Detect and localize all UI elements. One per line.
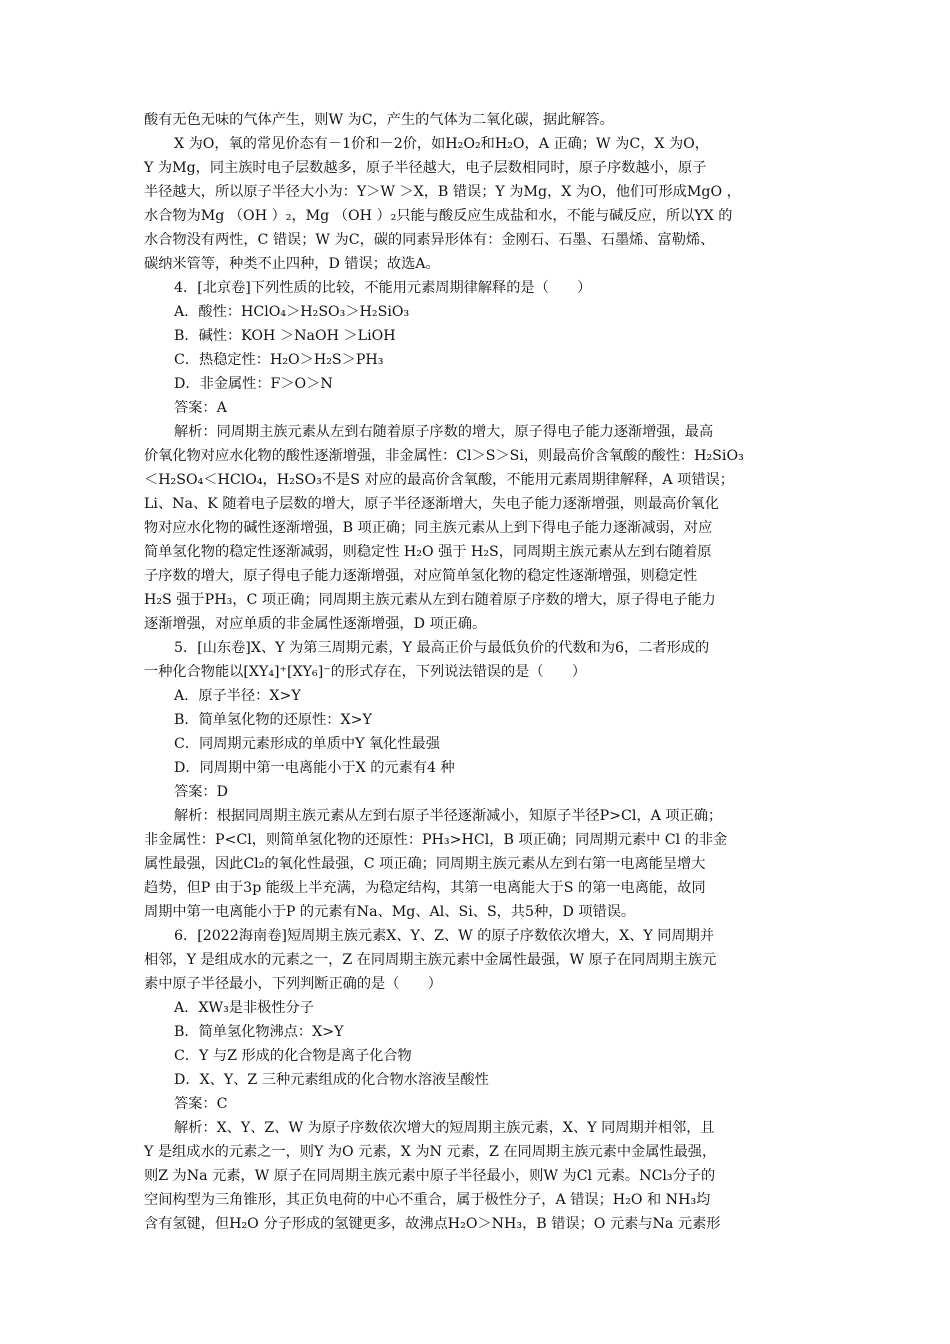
text-line: 非金属性：P<Cl，则简单氢化物的还原性：PH₃>HCl，B 项正确；同周期元素中 Cl 的非金 (144, 832, 728, 848)
text-line: 素中原子半径最小，下列判断正确的是（ ） (144, 976, 442, 992)
text-line: 4．[北京卷]下列性质的比较，不能用元素周期律解释的是（ ） (174, 280, 592, 296)
text-line: 简单氢化物的稳定性逐渐减弱，则稳定性 H₂O 强于 H₂S，同周期主族元素从左到右随着原 (144, 544, 712, 560)
text-line: Y 为Mg，同主族时电子层数越多，原子半径越大，电子层数相同时，原子序数越小，原子 (144, 160, 707, 176)
text-line: B．碱性：KOH ＞NaOH ＞LiOH (174, 328, 396, 344)
document-page (144, 108, 808, 1236)
text-line: 水合物没有两性，C 错误；W 为C，碳的同素异形体有：金刚石、石墨、石墨烯、富勒烯、 (144, 232, 715, 248)
text-line: D．非金属性：F＞O＞N (174, 376, 333, 392)
text-line: 逐渐增强，对应单质的非金属性逐渐增强，D 项正确。 (144, 616, 487, 632)
text-line: 含有氢键，但H₂O 分子形成的氢键更多，故沸点H₂O＞NH₃，B 错误；O 元素与Na 元素形 (144, 1216, 721, 1232)
text-line: 酸有无色无味的气体产生，则W 为C，产生的气体为二氧化碳，据此解答。 (144, 112, 614, 128)
text-line: A．XW₃是非极性分子 (174, 1000, 314, 1016)
text-line: 水合物为Mg （OH ）₂，Mg （OH ）₂只能与酸反应生成盐和水，不能与碱反应，所以YX 的 (144, 208, 733, 224)
text-line: 解析：同周期主族元素从左到右随着原子序数的增大，原子得电子能力逐渐增强，最高 (174, 424, 714, 440)
text-line: C．同周期元素形成的单质中Y 氧化性最强 (174, 736, 440, 752)
text-line: C．热稳定性：H₂O＞H₂S＞PH₃ (174, 352, 384, 368)
text-line: 解析：根据同周期主族元素从左到右原子半径逐渐减小，知原子半径P>Cl，A 项正确； (174, 808, 723, 824)
text-line: B．简单氢化物沸点：X>Y (174, 1024, 344, 1040)
text-line: Y 是组成水的元素之一，则Y 为O 元素，X 为N 元素，Z 在同周期主族元素中金属性最强， (144, 1144, 717, 1160)
text-line: 空间构型为三角锥形，其正负电荷的中心不重合，属于极性分子，A 错误；H₂O 和 NH₃均 (144, 1192, 711, 1208)
text-line: D．X、Y、Z 三种元素组成的化合物水溶液呈酸性 (174, 1072, 489, 1088)
text-line: ＜H₂SO₄＜HClO₄，H₂SO₃不是S 对应的最高价含氧酸，不能用元素周期律解释，A 项错误； (144, 472, 734, 488)
text-line: 物对应水化物的碱性逐渐增强，B 项正确；同主族元素从上到下得电子能力逐渐减弱，对应 (144, 520, 713, 536)
text-line: 答案：C (174, 1096, 228, 1112)
text-line: Li、Na、K 随着电子层数的增大，原子半径逐渐增大，失电子能力逐渐增强，则最高价氧化 (144, 496, 719, 512)
text-line: 相邻，Y 是组成水的元素之一，Z 在同周期主族元素中金属性最强，W 原子在同周期主族元 (144, 952, 717, 968)
text-line: C．Y 与Z 形成的化合物是离子化合物 (174, 1048, 412, 1064)
text-line: 碳纳米管等，种类不止四种，D 错误；故选A。 (144, 256, 440, 272)
text-line: 一种化合物能以[XY₄]⁺[XY₆]⁻的形式存在，下列说法错误的是（ ） (144, 664, 587, 680)
text-line: 价氧化物对应水化物的酸性逐渐增强，非金属性：Cl＞S＞Si，则最高价含氧酸的酸性：H₂SiO₃ (144, 448, 744, 464)
text-line: 6．[2022海南卷]短周期主族元素X、Y、Z、W 的原子序数依次增大，X、Y 同周期并 (174, 928, 715, 944)
text-line: 趋势，但P 由于3p 能级上半充满，为稳定结构，其第一电离能大于S 的第一电离能，故同 (144, 880, 706, 896)
text-line: 5．[山东卷]X、Y 为第三周期元素，Y 最高正价与最低负价的代数和为6，二者形成的 (174, 640, 710, 656)
text-line: 则Z 为Na 元素，W 原子在同周期主族元素中原子半径最小，则W 为Cl 元素。NCl₃分子的 (144, 1168, 716, 1184)
text-line: 周期中第一电离能小于P 的元素有Na、Mg、Al、Si、S，共5种，D 项错误。 (144, 904, 636, 920)
text-line: 答案：D (174, 784, 228, 800)
text-line: A．酸性：HClO₄＞H₂SO₃＞H₂SiO₃ (174, 304, 410, 320)
text-line: A．原子半径：X>Y (174, 688, 301, 704)
text-line: D．同周期中第一电离能小于X 的元素有4 种 (174, 760, 455, 776)
text-line: X 为O，氧的常见价态有－1价和－2价，如H₂O₂和H₂O，A 正确；W 为C，X 为O， (174, 136, 709, 152)
text-line: B．简单氢化物的还原性：X>Y (174, 712, 372, 728)
text-line: 属性最强，因此Cl₂的氧化性最强，C 项正确；同周期主族元素从左到右第一电离能呈增大 (144, 856, 706, 872)
text-line: H₂S 强于PH₃，C 项正确；同周期主族元素从左到右随着原子序数的增大，原子得电子能力 (144, 592, 716, 608)
text-line: 解析：X、Y、Z、W 为原子序数依次增大的短周期主族元素，X、Y 同周期并相邻，且 (174, 1120, 715, 1136)
text-line: 答案：A (174, 400, 227, 416)
text-line: 半径越大，所以原子半径大小为：Y＞W ＞X，B 错误；Y 为Mg，X 为O，他们可形成MgO ， (144, 184, 741, 200)
text-line: 子序数的增大，原子得电子能力逐渐增强，对应简单氢化物的稳定性逐渐增强，则稳定性 (144, 568, 698, 584)
